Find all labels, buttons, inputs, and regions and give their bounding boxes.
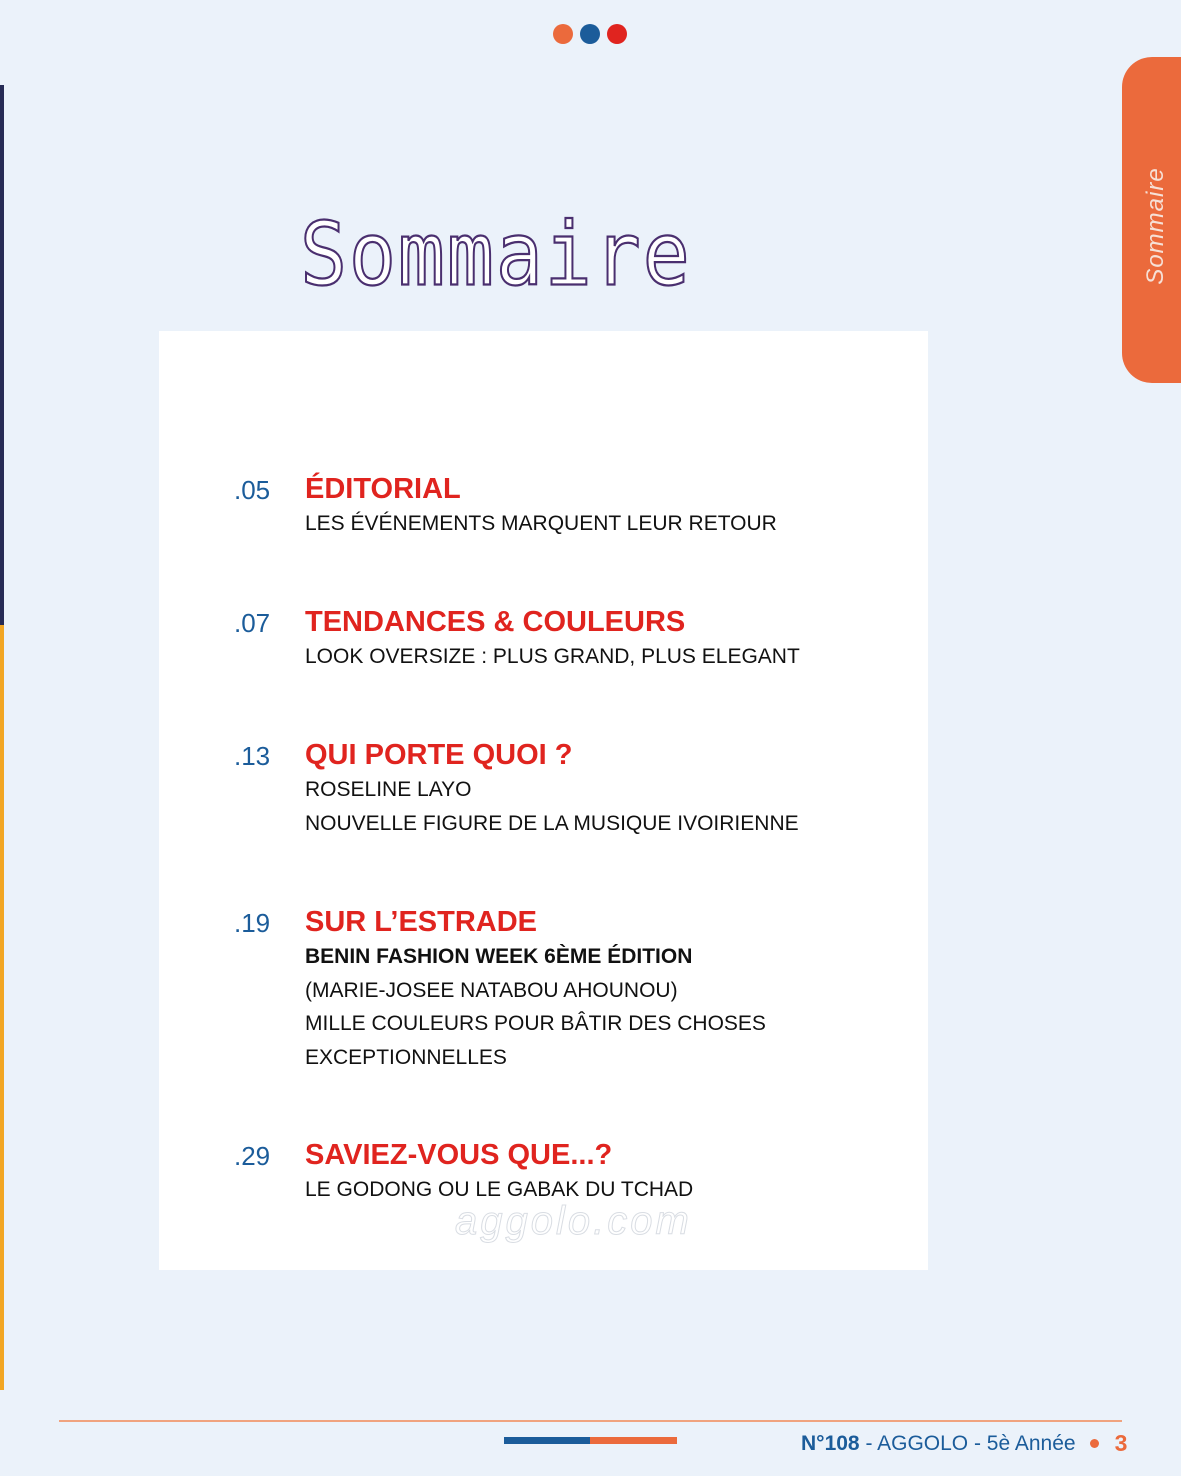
footer-rule: [59, 1420, 1122, 1422]
toc-entry-body: [305, 604, 905, 674]
toc-entry-line: NOUVELLE FIGURE DE LA MUSIQUE IVOIRIENNE: [305, 811, 799, 835]
page-title: Sommaire: [300, 205, 692, 306]
footer-issue-number: N°108: [801, 1431, 860, 1455]
toc-entry-line: BENIN FASHION WEEK 6ÈME ÉDITION: [305, 945, 693, 968]
toc-entry-title: SAVIEZ-VOUS QUE...?: [305, 1139, 613, 1171]
toc-page-number: .07: [234, 608, 271, 638]
toc-entry-line: MILLE COULEURS POUR BÂTIR DES CHOSES: [305, 1012, 766, 1035]
footer-bar-blue: [504, 1437, 590, 1444]
footer-publication: - AGGOLO - 5è Année: [859, 1431, 1076, 1455]
toc-page-number: .13: [234, 741, 271, 771]
toc-entry-title: TENDANCES & COULEURS: [305, 606, 686, 638]
table-of-contents: [159, 331, 928, 1270]
footer-page-number: 3: [1114, 1430, 1128, 1456]
toc-entry-body: [305, 904, 905, 1074]
watermark: aggolo.com: [455, 1199, 692, 1243]
side-tab-label: Sommaire: [1142, 167, 1169, 285]
toc-entry-title: QUI PORTE QUOI ?: [305, 739, 573, 771]
toc-entry-line: (MARIE-JOSEE NATABOU AHOUNOU): [305, 978, 678, 1002]
toc-entry-line: LOOK OVERSIZE : PLUS GRAND, PLUS ELEGANT: [305, 645, 800, 668]
toc-entry-line: ROSELINE LAYO: [305, 778, 472, 801]
toc-entry-line: LE GODONG OU LE GABAK DU TCHAD: [305, 1178, 694, 1201]
toc-page-number: .05: [234, 475, 271, 505]
footer-separator-icon: [1090, 1439, 1099, 1448]
dot-blue-icon: [580, 24, 600, 44]
toc-entry-body: [305, 471, 905, 541]
toc-entry-title: SUR L’ESTRADE: [305, 906, 538, 938]
toc-page-number: .29: [234, 1141, 271, 1171]
footer: [801, 1430, 1127, 1457]
header-dots: [553, 24, 627, 44]
left-edge-strip-yellow: [0, 625, 4, 1390]
dot-orange-icon: [553, 24, 573, 44]
toc-entry-body: [305, 737, 905, 840]
dot-red-icon: [607, 24, 627, 44]
left-edge-strip-navy: [0, 85, 4, 625]
footer-bar-orange: [590, 1437, 677, 1444]
toc-entry-title: ÉDITORIAL: [305, 473, 461, 505]
toc-page-number: .19: [234, 908, 271, 938]
toc-entry-body: [305, 1137, 905, 1207]
toc-entry-line: LES ÉVÉNEMENTS MARQUENT LEUR RETOUR: [305, 512, 777, 535]
toc-entry-line: EXCEPTIONNELLES: [305, 1045, 507, 1069]
